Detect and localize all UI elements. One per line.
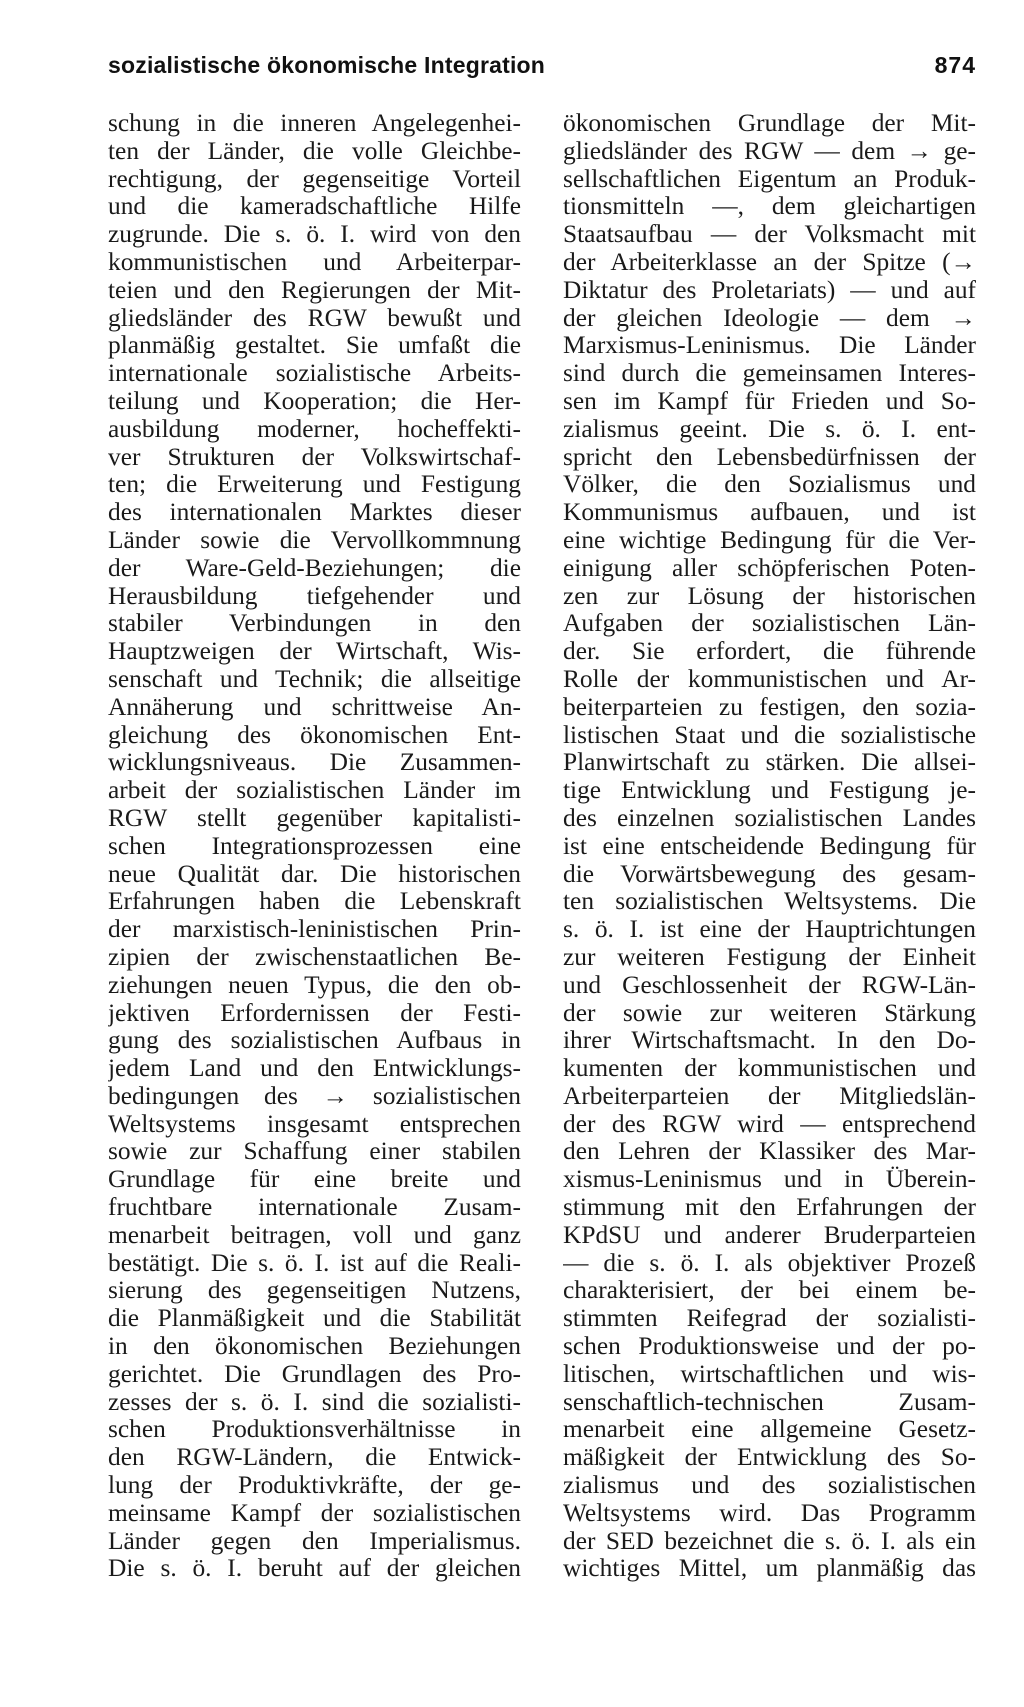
text-line: des internationalen Marktes dieser [108, 499, 521, 527]
text-line: planmäßig gestaltet. Sie umfaßt die [108, 332, 521, 360]
text-line: — die s. ö. I. als objektiver Prozeß [563, 1249, 976, 1277]
text-line: ten; die Erweiterung und Festigung [108, 471, 521, 499]
text-line: Weltsystems insgesamt entsprechen [108, 1110, 521, 1138]
text-line: zipien der zwischenstaatlichen Be- [108, 943, 521, 971]
text-line: Die s. ö. I. beruht auf der gleichen [108, 1555, 521, 1583]
text-line: bedingungen des → sozialistischen [108, 1082, 521, 1110]
text-line: RGW stellt gegenüber kapitalisti- [108, 804, 521, 832]
text-line: ten sozialistischen Weltsystems. Die [563, 888, 976, 916]
text-line: KPdSU und anderer Bruderparteien [563, 1221, 976, 1249]
text-line: der sowie zur weiteren Stärkung [563, 999, 976, 1027]
text-line: lung der Produktivkräfte, der ge- [108, 1472, 521, 1500]
header-title: sozialistische ökonomische Integration [108, 52, 546, 78]
text-line: die Vorwärtsbewegung des gesam- [563, 860, 976, 888]
text-line: Kommunismus aufbauen, und ist [563, 499, 976, 527]
text-line: einigung aller schöpferischen Poten- [563, 554, 976, 582]
text-line: der marxistisch-leninistischen Prin- [108, 916, 521, 944]
text-line: stimmung mit den Erfahrungen der [563, 1194, 976, 1222]
text-line: neue Qualität dar. Die historischen [108, 860, 521, 888]
text-line: zialismus und des sozialistischen [563, 1472, 976, 1500]
text-line: ökonomischen Grundlage der Mit- [563, 110, 976, 137]
text-line: schung in die inneren Angelegenhei- [108, 110, 521, 137]
text-line: arbeit der sozialistischen Länder im [108, 777, 521, 805]
text-line: des einzelnen sozialistischen Landes [563, 804, 976, 832]
text-line: Arbeiterparteien der Mitgliedslän- [563, 1082, 976, 1110]
text-line: Grundlage für eine breite und [108, 1166, 521, 1194]
text-line: bestätigt. Die s. ö. I. ist auf die Reali- [108, 1249, 521, 1277]
text-line: senschaft und Technik; die allseitige [108, 665, 521, 693]
text-line: gleichung des ökonomischen Ent- [108, 721, 521, 749]
page-number: 874 [934, 52, 976, 78]
text-line: Völker, die den Sozialismus und [563, 471, 976, 499]
text-line: ten der Länder, die volle Gleichbe- [108, 137, 521, 165]
text-line: Aufgaben der sozialistischen Län- [563, 610, 976, 638]
text-line: ver Strukturen der Volkswirtschaf- [108, 443, 521, 471]
text-line: gliedsländer des RGW — dem → ge- [563, 137, 976, 165]
text-line: der SED bezeichnet die s. ö. I. als ein [563, 1527, 976, 1555]
text-line: der gleichen Ideologie — dem → [563, 304, 976, 332]
text-line: stimmten Reifegrad der sozialisti- [563, 1305, 976, 1333]
text-line: kumenten der kommunistischen und [563, 1055, 976, 1083]
text-line: gliedsländer des RGW bewußt und [108, 304, 521, 332]
text-line: eine wichtige Bedingung für die Ver- [563, 526, 976, 554]
text-line: menarbeit eine allgemeine Gesetz- [563, 1416, 976, 1444]
text-line: ausbildung moderner, hocheffekti- [108, 415, 521, 443]
text-line: s. ö. I. ist eine der Hauptrichtungen [563, 916, 976, 944]
text-line: zur weiteren Festigung der Einheit [563, 943, 976, 971]
text-line: ziehungen neuen Typus, die den ob- [108, 971, 521, 999]
text-line: teien und den Regierungen der Mit- [108, 276, 521, 304]
text-line: wicklungsniveaus. Die Zusammen- [108, 749, 521, 777]
text-line: Länder gegen den Imperialismus. [108, 1527, 521, 1555]
text-line: sind durch die gemeinsamen Interes- [563, 360, 976, 388]
text-line: jektiven Erfordernissen der Festi- [108, 999, 521, 1027]
text-line: zugrunde. Die s. ö. I. wird von den [108, 221, 521, 249]
text-line: wichtiges Mittel, um planmäßig das [563, 1555, 976, 1583]
text-line: sierung des gegenseitigen Nutzens, [108, 1277, 521, 1305]
text-line: listischen Staat und die sozialistische [563, 721, 976, 749]
text-line: schen Produktionsweise und der po- [563, 1333, 976, 1361]
text-line: zen zur Lösung der historischen [563, 582, 976, 610]
text-line: Marxismus-Leninismus. Die Länder [563, 332, 976, 360]
text-line: ist eine entscheidende Bedingung für [563, 832, 976, 860]
text-line: senschaftlich-technischen Zusam- [563, 1388, 976, 1416]
text-line: schen Produktionsverhältnisse in [108, 1416, 521, 1444]
text-line: sowie zur Schaffung einer stabilen [108, 1138, 521, 1166]
text-line: charakterisiert, der bei einem be- [563, 1277, 976, 1305]
text-line: Länder sowie die Vervollkommnung [108, 526, 521, 554]
text-line: beiterparteien zu festigen, den sozia- [563, 693, 976, 721]
text-line: in den ökonomischen Beziehungen [108, 1333, 521, 1361]
text-line: Erfahrungen haben die Lebenskraft [108, 888, 521, 916]
text-line: jedem Land und den Entwicklungs- [108, 1055, 521, 1083]
text-line: kommunistischen und Arbeiterpar- [108, 248, 521, 276]
text-line: rechtigung, der gegenseitige Vorteil [108, 165, 521, 193]
left-text-column [108, 110, 521, 1583]
text-line: menarbeit beitragen, voll und ganz [108, 1221, 521, 1249]
text-line: tige Entwicklung und Festigung je- [563, 777, 976, 805]
text-line: zesses der s. ö. I. sind die sozialisti- [108, 1388, 521, 1416]
text-line: litischen, wirtschaftlichen und wis- [563, 1360, 976, 1388]
text-line: internationale sozialistische Arbeits- [108, 360, 521, 388]
text-line: mäßigkeit der Entwicklung des So- [563, 1444, 976, 1472]
text-line: gung des sozialistischen Aufbaus in [108, 1027, 521, 1055]
text-line: der Ware-Geld-Beziehungen; die [108, 554, 521, 582]
text-line: den RGW-Ländern, die Entwick- [108, 1444, 521, 1472]
text-line: meinsame Kampf der sozialistischen [108, 1499, 521, 1527]
text-line: Annäherung und schrittweise An- [108, 693, 521, 721]
text-line: Staatsaufbau — der Volksmacht mit [563, 221, 976, 249]
text-line: teilung und Kooperation; die Her- [108, 387, 521, 415]
text-line: tionsmitteln —, dem gleichartigen [563, 193, 976, 221]
text-line: Weltsystems wird. Das Programm [563, 1499, 976, 1527]
text-line: schen Integrationsprozessen eine [108, 832, 521, 860]
text-line: spricht den Lebensbedürfnissen der [563, 443, 976, 471]
text-line: Diktatur des Proletariats) — und auf [563, 276, 976, 304]
text-line: gerichtet. Die Grundlagen des Pro- [108, 1360, 521, 1388]
text-line: stabiler Verbindungen in den [108, 610, 521, 638]
text-line: der. Sie erfordert, die führende [563, 638, 976, 666]
text-line: zialismus geeint. Die s. ö. I. ent- [563, 415, 976, 443]
text-line: Hauptzweigen der Wirtschaft, Wis- [108, 638, 521, 666]
text-line: Rolle der kommunistischen und Ar- [563, 665, 976, 693]
text-line: und Geschlossenheit der RGW-Län- [563, 971, 976, 999]
text-line: und die kameradschaftliche Hilfe [108, 193, 521, 221]
running-header [108, 52, 976, 92]
text-line: sen im Kampf für Frieden und So- [563, 387, 976, 415]
text-line: ihrer Wirtschaftsmacht. In den Do- [563, 1027, 976, 1055]
text-line: xismus-Leninismus und in Überein- [563, 1166, 976, 1194]
text-line: die Planmäßigkeit und die Stabilität [108, 1305, 521, 1333]
text-line: fruchtbare internationale Zusam- [108, 1194, 521, 1222]
text-line: Herausbildung tiefgehender und [108, 582, 521, 610]
right-text-column [563, 110, 976, 1583]
text-line: den Lehren der Klassiker des Mar- [563, 1138, 976, 1166]
text-line: der des RGW wird — entsprechend [563, 1110, 976, 1138]
text-line: der Arbeiterklasse an der Spitze (→ [563, 248, 976, 276]
text-line: sellschaftlichen Eigentum an Produk- [563, 165, 976, 193]
text-line: Planwirtschaft zu stärken. Die allsei- [563, 749, 976, 777]
